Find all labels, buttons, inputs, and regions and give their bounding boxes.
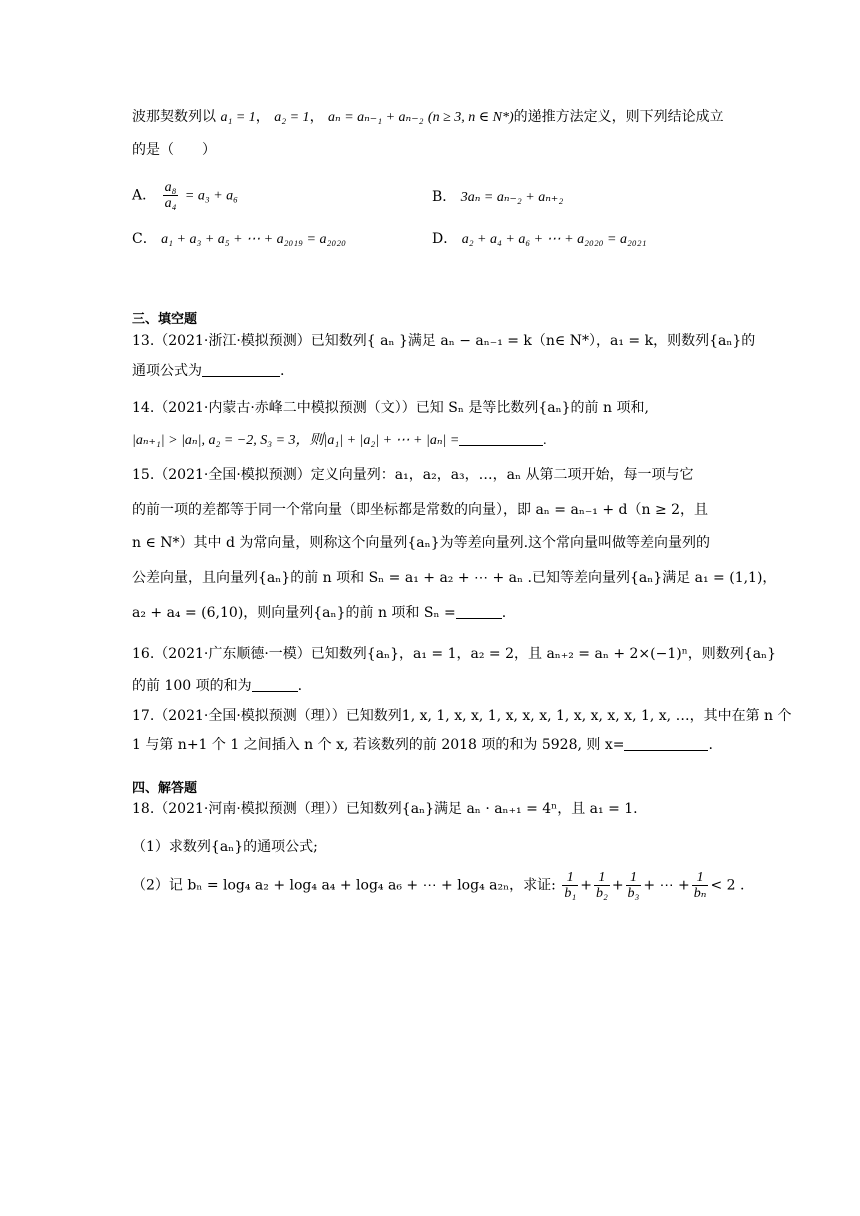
q18-frac-2: [594, 870, 610, 901]
q12-a2: a₂ = 1: [274, 110, 310, 125]
q18-frac-3: [626, 870, 642, 901]
q18-part2: [132, 870, 745, 910]
q12-option-d: [432, 229, 732, 250]
q15-answer-blank[interactable]: [456, 606, 502, 619]
section-4-title: 四、解答题: [132, 781, 198, 796]
section-3-title: 三、填空题: [132, 312, 198, 327]
q15-line4: 公差向量，且向量列{aₙ}的前 n 项和 Sₙ = a₁ + a₂ + ⋯ + aₙ .已知等差向量列{aₙ}满足 a₁ = (1,1)，: [132, 570, 777, 586]
q13-answer-blank[interactable]: [202, 364, 280, 377]
option-d-label: D．: [432, 231, 458, 247]
q15-period: .: [501, 605, 507, 621]
q12-a1: a₁ = 1: [220, 110, 256, 125]
q12-prefix: 波那契数列以: [132, 109, 216, 125]
fraction-numerator: 1: [692, 870, 709, 886]
q12-line1: 波那契数列以 a₁ = 1， a₂ = 1， aₙ = aₙ₋₁ + aₙ₋₂ (n ≥ 3, n ∈ N*)的递推方法定义，则下列结论成立: [132, 109, 724, 125]
q15-line2: 的前一项的差都等于同一个常向量（即坐标都是常数的向量），即 aₙ = aₙ₋₁ + d（n ≥ 2，且: [132, 502, 709, 518]
q18-part2-text: （2）记 bₙ = log₄ a₂ + log₄ a₄ + log₄ a₆ + ⋯ + log₄ a₂ₙ，求证:: [132, 877, 556, 894]
ellipsis-sum: + ⋯ +: [643, 877, 690, 894]
q12-suffix: 的递推方法定义，则下列结论成立: [513, 109, 724, 125]
q18-frac-1: [562, 870, 578, 901]
option-c-label: C．: [132, 231, 157, 247]
fraction-numerator: 1: [562, 870, 578, 886]
q16-line2: [132, 676, 732, 696]
option-b-text: 3aₙ = aₙ₋₂ + aₙ₊₂: [460, 190, 564, 205]
q15-line5: [132, 603, 732, 623]
q16-answer-blank[interactable]: [252, 679, 298, 692]
q17-line2: [132, 735, 732, 755]
q14-answer-blank[interactable]: [459, 433, 543, 446]
inequality-tail: < 2 .: [710, 877, 745, 894]
q18-line1: 18.（2021·河南·模拟预测（理））已知数列{aₙ}满足 aₙ · aₙ₊₁ = 4ⁿ，且 a₁ = 1.: [132, 801, 638, 817]
q13-text: 通项公式为: [132, 363, 202, 379]
fraction-denominator: a₄: [164, 196, 177, 211]
fraction-numerator: a₈: [164, 180, 177, 195]
q13-period: .: [280, 363, 285, 379]
option-d-text: a₂ + a₄ + a₆ + ⋯ + a₂₀₂₀ = a₂₀₂₁: [461, 232, 647, 247]
plus-sign: +: [580, 877, 592, 894]
q15-text: a₂ + a₄ = (6,10)，则向量列{aₙ}的前 n 项和 Sₙ =: [132, 605, 456, 621]
fraction-denominator: b₂: [595, 886, 608, 901]
q12-line2: 的是（ ）: [132, 142, 216, 158]
q12-option-b: [432, 187, 732, 208]
q15-line1: 15.（2021·全国·模拟预测）定义向量列：a₁，a₂，a₃，…，aₙ 从第二项开始，每一项与它: [132, 467, 694, 483]
option-a-label: A．: [132, 187, 157, 204]
fraction-denominator: bₙ: [693, 886, 707, 901]
option-c-text: a₁ + a₃ + a₅ + ⋯ + a₂₀₁₉ = a₂₀₂₀: [161, 232, 346, 247]
q13-line1: 13.（2021·浙江·模拟预测）已知数列{ aₙ }满足 aₙ − aₙ₋₁ = k（n∈ N*），a₁ = k，则数列{aₙ}的: [132, 333, 756, 349]
fraction-numerator: 1: [594, 870, 610, 886]
q14-text: |aₙ₊₁| > |aₙ|, a₂ = −2, S₃ = 3，则|a₁| + |a₂| + ⋯ + |aₙ| =: [132, 433, 460, 448]
q12-recurrence: aₙ = aₙ₋₁ + aₙ₋₂: [328, 110, 424, 125]
q17-answer-blank[interactable]: [624, 738, 708, 751]
q14-line1: 14.（2021·内蒙古·赤峰二中模拟预测（文））已知 Sₙ 是等比数列{aₙ}的前 n 项和,: [132, 400, 649, 416]
q17-line1: 17.（2021·全国·模拟预测（理））已知数列1, x, 1, x, x, 1, x, x, x, 1, x, x, x, x, 1, x, …，其中在第 n 个: [132, 708, 792, 724]
q18-frac-n: [692, 870, 709, 901]
q17-text: 1 与第 n+1 个 1 之间插入 n 个 x, 若该数列的前 2018 项的和为 5928, 则 x=: [132, 737, 625, 753]
fraction-denominator: b₁: [564, 886, 577, 901]
q12-condition: (n ≥ 3, n ∈ N*): [427, 110, 514, 125]
option-a-fraction: [163, 180, 179, 211]
q17-period: .: [708, 737, 713, 753]
q16-period: .: [297, 678, 303, 694]
q16-text: 的前 100 项的和为: [132, 678, 252, 694]
q16-line1: 16.（2021·广东顺德·一模）已知数列{aₙ}，a₁ = 1，a₂ = 2，且 aₙ₊₂ = aₙ + 2×(−1)ⁿ，则数列{aₙ}: [132, 646, 776, 662]
q15-line3: n ∈ N*）其中 d 为常向量，则称这个向量列{aₙ}为等差向量列.这个常向量叫做等差向量列的: [132, 535, 711, 551]
fraction-numerator: 1: [626, 870, 642, 886]
q14-period: .: [543, 433, 547, 448]
fraction-denominator: b₃: [627, 886, 640, 901]
q13-line2: [132, 361, 732, 381]
plus-sign: +: [611, 877, 624, 894]
q18-part1: （1）求数列{aₙ}的通项公式;: [132, 839, 318, 855]
option-a-rest: = a₃ + a₆: [184, 188, 239, 204]
option-b-label: B．: [432, 189, 457, 205]
q14-line2: [132, 431, 732, 451]
